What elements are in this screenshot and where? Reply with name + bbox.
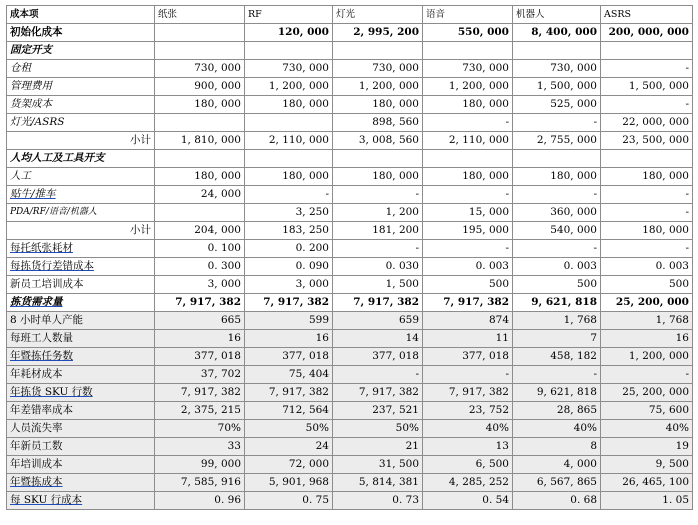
cell-value: 180, 000: [423, 96, 513, 114]
cell-value: 16: [155, 330, 245, 348]
cell-value: 1. 05: [601, 492, 693, 510]
row-label: 每 SKU 行成本: [7, 492, 155, 510]
table-row: [7, 330, 693, 348]
cell-value: 99, 000: [155, 456, 245, 474]
cell-value: 6, 500: [423, 456, 513, 474]
cell-value: 180, 000: [333, 168, 423, 186]
header-row: [7, 6, 693, 24]
cell-value: 75, 600: [601, 402, 693, 420]
cell-value: 181, 200: [333, 222, 423, 240]
cell-value: 7, 917, 382: [333, 294, 423, 312]
cell-value: 874: [423, 312, 513, 330]
cell-value: 1, 500, 000: [601, 78, 693, 96]
cell-value: 1, 768: [601, 312, 693, 330]
table-row: [7, 78, 693, 96]
cell-value: 195, 000: [423, 222, 513, 240]
cell-value: 37, 702: [155, 366, 245, 384]
cell-value: 540, 000: [513, 222, 601, 240]
table-row: [7, 150, 693, 168]
cell-value: 712, 564: [245, 402, 333, 420]
table-row: [7, 222, 693, 240]
cell-value: 25, 200, 000: [601, 384, 693, 402]
cell-value: 180, 000: [601, 168, 693, 186]
row-label: 人工: [7, 168, 155, 186]
cell-value: 2, 375, 215: [155, 402, 245, 420]
cell-value: -: [423, 366, 513, 384]
cell-value: 7, 917, 382: [245, 384, 333, 402]
cell-value: 28, 865: [513, 402, 601, 420]
cell-value: 8: [513, 438, 601, 456]
cell-value: 377, 018: [423, 348, 513, 366]
table-row: [7, 114, 693, 132]
cell-value: 31, 500: [333, 456, 423, 474]
cell-value: 180, 000: [245, 168, 333, 186]
cell-value: 898, 560: [333, 114, 423, 132]
row-label: 每拣货行差错成本: [7, 258, 155, 276]
cell-value: 9, 500: [601, 456, 693, 474]
cell-value: 2, 110, 000: [245, 132, 333, 150]
cell-value: 1, 768: [513, 312, 601, 330]
cell-value: -: [601, 96, 693, 114]
cell-value: 23, 752: [423, 402, 513, 420]
cell-value: 1, 810, 000: [155, 132, 245, 150]
table-row: [7, 294, 693, 312]
cell-value: 0. 003: [601, 258, 693, 276]
cell-value: 7, 917, 382: [245, 294, 333, 312]
cell-value: 7, 917, 382: [423, 294, 513, 312]
cell-value: 377, 018: [333, 348, 423, 366]
cell-value: 75, 404: [245, 366, 333, 384]
header-col-paper: 纸张: [155, 6, 245, 24]
cell-value: 7, 917, 382: [155, 384, 245, 402]
cell-value: 1, 500, 000: [513, 78, 601, 96]
row-label: 固定开支: [7, 42, 155, 60]
row-label: 年拣货 SKU 行数: [7, 384, 155, 402]
cell-value: -: [513, 240, 601, 258]
cell-value: 0. 75: [245, 492, 333, 510]
table-row: [7, 132, 693, 150]
cell-value: 204, 000: [155, 222, 245, 240]
table-row: [7, 168, 693, 186]
cell-value: 72, 000: [245, 456, 333, 474]
cell-value: 7, 917, 382: [333, 384, 423, 402]
table-row: [7, 474, 693, 492]
cell-value: 599: [245, 312, 333, 330]
cell-value: [245, 42, 333, 60]
row-label: 年新员工数: [7, 438, 155, 456]
row-label: 年培训成本: [7, 456, 155, 474]
cell-value: 0. 96: [155, 492, 245, 510]
cell-value: -: [601, 204, 693, 222]
table-row: [7, 24, 693, 42]
cell-value: 7: [513, 330, 601, 348]
cell-value: 183, 250: [245, 222, 333, 240]
row-label: 管理费用: [7, 78, 155, 96]
cell-value: -: [601, 186, 693, 204]
table-row: [7, 204, 693, 222]
cell-value: 13: [423, 438, 513, 456]
cell-value: 0. 300: [155, 258, 245, 276]
table-row: [7, 312, 693, 330]
cell-value: 23, 500, 000: [601, 132, 693, 150]
row-label: 每班工人数量: [7, 330, 155, 348]
cell-value: 500: [601, 276, 693, 294]
table-row: [7, 258, 693, 276]
table-row: [7, 402, 693, 420]
cell-value: [423, 42, 513, 60]
table-row: [7, 240, 693, 258]
cell-value: 1, 200, 000: [245, 78, 333, 96]
cell-value: 0. 73: [333, 492, 423, 510]
row-label: 货架成本: [7, 96, 155, 114]
cell-value: 1, 200, 000: [423, 78, 513, 96]
cell-value: 237, 521: [333, 402, 423, 420]
table-row: [7, 438, 693, 456]
row-label: 年差错率成本: [7, 402, 155, 420]
row-label: 拣货需求量: [7, 294, 155, 312]
cell-value: 180, 000: [245, 96, 333, 114]
cell-value: 180, 000: [333, 96, 423, 114]
row-label: 小计: [7, 222, 155, 240]
row-label: 8 小时单人产能: [7, 312, 155, 330]
cell-value: 730, 000: [423, 60, 513, 78]
cell-value: [155, 114, 245, 132]
row-label: 初始化成本: [7, 24, 155, 42]
cell-value: 458, 182: [513, 348, 601, 366]
row-label: 人均人工及工具开支: [7, 150, 155, 168]
row-label: 年耗材成本: [7, 366, 155, 384]
header-col-rf: RF: [245, 6, 333, 24]
row-label: 贴牛/推车: [7, 186, 155, 204]
cell-value: 4, 285, 252: [423, 474, 513, 492]
cell-value: -: [601, 60, 693, 78]
cell-value: 1, 500: [333, 276, 423, 294]
cell-value: -: [333, 366, 423, 384]
cell-value: 3, 000: [155, 276, 245, 294]
cell-value: 6, 567, 865: [513, 474, 601, 492]
cell-value: 377, 018: [155, 348, 245, 366]
cell-value: 730, 000: [155, 60, 245, 78]
cell-value: 2, 755, 000: [513, 132, 601, 150]
cell-value: 7, 917, 382: [155, 294, 245, 312]
cell-value: [155, 42, 245, 60]
table-row: [7, 96, 693, 114]
cell-value: 2, 110, 000: [423, 132, 513, 150]
row-label: 每托纸张耗材: [7, 240, 155, 258]
table-row: [7, 276, 693, 294]
cell-value: 0. 030: [333, 258, 423, 276]
cell-value: 659: [333, 312, 423, 330]
cell-value: 5, 814, 381: [333, 474, 423, 492]
cell-value: 22, 000, 000: [601, 114, 693, 132]
cell-value: [155, 204, 245, 222]
row-label: 新员工培训成本: [7, 276, 155, 294]
cell-value: 180, 000: [155, 96, 245, 114]
row-label: PDA/RF/语音/机器人: [7, 204, 155, 222]
cell-value: 5, 901, 968: [245, 474, 333, 492]
row-label: 年暨拣成本: [7, 474, 155, 492]
cell-value: -: [513, 366, 601, 384]
cell-value: 180, 000: [155, 168, 245, 186]
cell-value: -: [513, 114, 601, 132]
cell-value: 180, 000: [601, 222, 693, 240]
table-row: [7, 42, 693, 60]
cell-value: 0. 003: [423, 258, 513, 276]
cell-value: [155, 24, 245, 42]
cell-value: [423, 150, 513, 168]
cell-value: 33: [155, 438, 245, 456]
cell-value: 4, 000: [513, 456, 601, 474]
cell-value: 1, 200, 000: [601, 348, 693, 366]
table-row: [7, 420, 693, 438]
table-row: [7, 60, 693, 78]
cell-value: -: [333, 240, 423, 258]
table-body: [7, 6, 693, 510]
cell-value: 0. 003: [513, 258, 601, 276]
table-row: [7, 186, 693, 204]
cell-value: 26, 465, 100: [601, 474, 693, 492]
header-col-asrs: ASRS: [601, 6, 693, 24]
cell-value: 50%: [245, 420, 333, 438]
cell-value: 40%: [513, 420, 601, 438]
cell-value: 0. 090: [245, 258, 333, 276]
cell-value: 21: [333, 438, 423, 456]
cell-value: 665: [155, 312, 245, 330]
cell-value: [513, 42, 601, 60]
cell-value: 40%: [601, 420, 693, 438]
row-label: 年暨拣任务数: [7, 348, 155, 366]
cell-value: [245, 114, 333, 132]
cell-value: 7, 585, 916: [155, 474, 245, 492]
cell-value: 16: [601, 330, 693, 348]
header-col-light: 灯光: [333, 6, 423, 24]
cell-value: 200, 000, 000: [601, 24, 693, 42]
table-row: [7, 456, 693, 474]
cell-value: 360, 000: [513, 204, 601, 222]
cell-value: 377, 018: [245, 348, 333, 366]
cell-value: 2, 995, 200: [333, 24, 423, 42]
cell-value: -: [423, 240, 513, 258]
cell-value: 14: [333, 330, 423, 348]
cell-value: 25, 200, 000: [601, 294, 693, 312]
cell-value: [601, 150, 693, 168]
cell-value: [333, 150, 423, 168]
cell-value: 40%: [423, 420, 513, 438]
cell-value: 500: [423, 276, 513, 294]
cell-value: 730, 000: [513, 60, 601, 78]
cell-value: 180, 000: [513, 168, 601, 186]
cell-value: -: [333, 186, 423, 204]
cost-comparison-table: [6, 5, 693, 510]
row-label: 灯光/ASRS: [7, 114, 155, 132]
cell-value: 730, 000: [333, 60, 423, 78]
cell-value: -: [245, 186, 333, 204]
cell-value: 525, 000: [513, 96, 601, 114]
cell-value: 180, 000: [423, 168, 513, 186]
cell-value: 900, 000: [155, 78, 245, 96]
table-row: [7, 384, 693, 402]
cell-value: [601, 42, 693, 60]
cell-value: 9, 621, 818: [513, 294, 601, 312]
table-row: [7, 366, 693, 384]
cell-value: -: [601, 240, 693, 258]
cell-value: 8, 400, 000: [513, 24, 601, 42]
cell-value: 730, 000: [245, 60, 333, 78]
header-col-robot: 机器人: [513, 6, 601, 24]
cell-value: 3, 008, 560: [333, 132, 423, 150]
cell-value: -: [423, 186, 513, 204]
row-label: 人员流失率: [7, 420, 155, 438]
cell-value: 3, 000: [245, 276, 333, 294]
cell-value: 24, 000: [155, 186, 245, 204]
cell-value: [245, 150, 333, 168]
cell-value: -: [423, 114, 513, 132]
cell-value: 0. 68: [513, 492, 601, 510]
cell-value: -: [601, 366, 693, 384]
cell-value: 16: [245, 330, 333, 348]
table-row: [7, 348, 693, 366]
cell-value: 0. 200: [245, 240, 333, 258]
header-col-voice: 语音: [423, 6, 513, 24]
cell-value: 1, 200: [333, 204, 423, 222]
cell-value: 70%: [155, 420, 245, 438]
cell-value: 9, 621, 818: [513, 384, 601, 402]
cell-value: 1, 200, 000: [333, 78, 423, 96]
row-label: 仓租: [7, 60, 155, 78]
cell-value: 24: [245, 438, 333, 456]
header-title: 成本项: [7, 6, 155, 24]
cell-value: 19: [601, 438, 693, 456]
cell-value: 0. 54: [423, 492, 513, 510]
cell-value: 120, 000: [245, 24, 333, 42]
row-label: 小计: [7, 132, 155, 150]
cell-value: [333, 42, 423, 60]
cell-value: 500: [513, 276, 601, 294]
cell-value: 3, 250: [245, 204, 333, 222]
cell-value: [513, 150, 601, 168]
cell-value: 550, 000: [423, 24, 513, 42]
cell-value: [155, 150, 245, 168]
cell-value: 7, 917, 382: [423, 384, 513, 402]
cell-value: 0. 100: [155, 240, 245, 258]
cell-value: 11: [423, 330, 513, 348]
cell-value: 15, 000: [423, 204, 513, 222]
cell-value: -: [513, 186, 601, 204]
cell-value: 50%: [333, 420, 423, 438]
table-row: [7, 492, 693, 510]
